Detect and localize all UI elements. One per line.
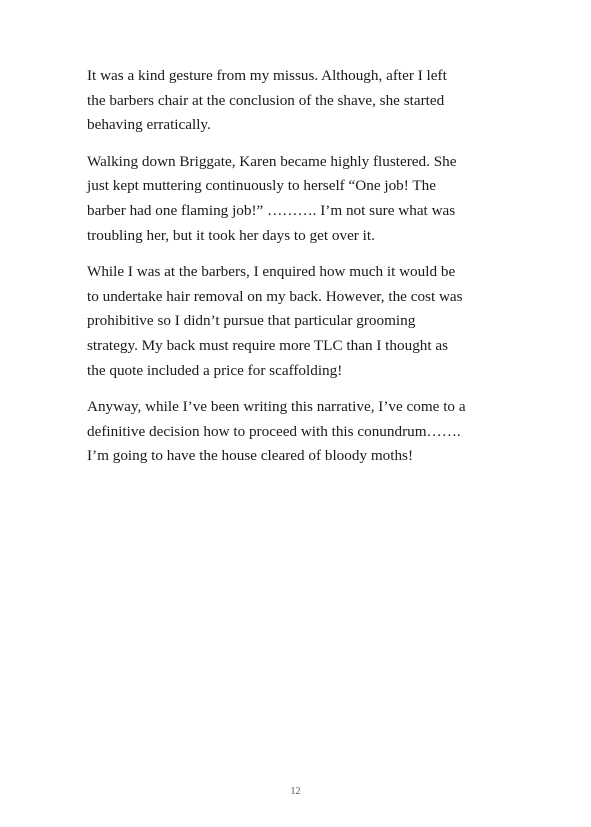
text-line: troubling her, but it took her days to get over it. bbox=[87, 226, 375, 244]
text-line: the quote included a price for scaffolding! bbox=[87, 361, 343, 379]
text-line: It was a kind gesture from my missus. Although, after I left bbox=[87, 67, 447, 84]
text-line: I’m going to have the house cleared of bloody moths! bbox=[87, 447, 414, 465]
text-line: the barbers chair at the conclusion of the shave, she started bbox=[87, 91, 445, 109]
text-line: barber had one flaming job!” ………. I’m not sure what was bbox=[87, 201, 456, 219]
text-line: behaving erratically. bbox=[87, 116, 211, 134]
paragraph-1 bbox=[87, 64, 504, 138]
text-line: Walking down Briggate, Karen became highly flustered. She bbox=[87, 152, 457, 170]
text-line: to undertake hair removal on my back. However, the cost was bbox=[87, 287, 463, 305]
body-text bbox=[87, 64, 504, 481]
text-line: prohibitive so I didn’t pursue that particular grooming bbox=[87, 312, 416, 330]
text-line: definitive decision how to proceed with this conundrum……. bbox=[87, 422, 461, 440]
text-line: While I was at the barbers, I enquired how much it would be bbox=[87, 263, 456, 281]
text-line: strategy. My back must require more TLC than I thought as bbox=[87, 336, 449, 354]
paragraph-4 bbox=[87, 395, 504, 469]
text-line: Anyway, while I’ve been writing this narrative, I’ve come to a bbox=[87, 398, 466, 416]
paragraph-3 bbox=[87, 260, 504, 383]
page-number: 12 bbox=[290, 786, 301, 797]
text-line: just kept muttering continuously to herself “One job! The bbox=[87, 177, 436, 195]
paragraph-2 bbox=[87, 150, 504, 248]
